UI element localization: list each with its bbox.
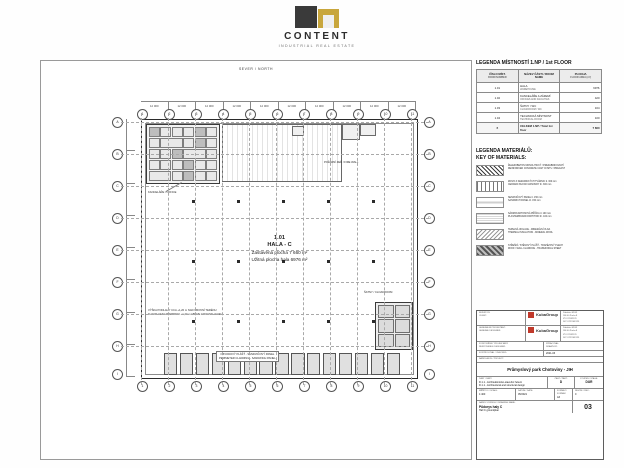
tb-scale: MĚŘÍTKO / SCALE: 1:400 <box>477 389 516 400</box>
material-item <box>476 165 602 176</box>
material-text: ŽELEZOBETON MONOLITICKÝ / PREFABRIKOVANÝ REINFORCED CONCRETE CAST IN SITU / PRECAST <box>508 165 566 170</box>
tb-date: DATUM / DATE: 05/2021 <box>516 389 555 400</box>
header-room-number: ČÍSLO MÍST. ROOM NUMBER <box>477 70 519 83</box>
tb-part-row <box>477 377 603 389</box>
material-text: SENDVIČOVÝ PANEL tl. 150 mm SANDWICH PANEL th. 150 mm <box>508 197 543 202</box>
material-text: ZDIVO Z KERAMICKÝCH TVÁRNIC tl. 300 mm CERAMIC BLOCK MASONRY th. 300 mm <box>508 181 557 186</box>
tb-investor-row <box>477 311 603 326</box>
legend-column <box>476 60 602 261</box>
loading-dock-row <box>164 353 400 375</box>
material-text: SÁDROKARTONOVÁ PŘÍČKA tl. 100 mm PLASTERBOARD PARTITION th. 100 mm <box>508 213 552 218</box>
floor-level-note: VÝŠKA PODLAHY CCA +1,20 m NAD ÚROVNÍ TERÉNU FLOOR HEIGHT APPROX +1,20 m ABOVE GROUND LEVEL <box>148 309 223 316</box>
title-block <box>476 310 604 460</box>
materials-legend-title: LEGENDA MATERIÁLŮ: KEY OF MATERIALS: <box>476 148 533 161</box>
tb-archive-label: 2021-03 <box>546 351 556 355</box>
rooms-legend-header-row <box>477 70 602 83</box>
total-marker: Σ <box>477 123 519 134</box>
materials-legend-list <box>476 165 602 256</box>
material-text: STŘEŠNÍ / STĚNOVÝ PLÁŠŤ - TRAPÉZOVÝ PLECH ROOF / WALL CLADDING - TRAPEZOIDAL SHEET <box>508 245 563 250</box>
total-label: CELKEM 1.NP / Total 1st floor <box>518 123 560 134</box>
material-text: TEPELNÁ IZOLACE - MINERÁLNÍ VLNA THERMAL INSULATION - MINERAL WOOL <box>508 229 553 234</box>
tb-responsible-row <box>477 342 603 351</box>
plan-drawing-area: 12 000 12 000 12 000 12 000 12 000 12 000 12 000 12 000 12 000 12 000 1.01 HALA - C Zastavěná plocha 7 660 m² Užitná plocha hala 6976 m² KANCELÁŘE / OFFICE POŽÁRNÍ ZEĎ / FIRE WALL ŠATNY / CLOAKROOM VÝŠKA PODLAHY CCA +1,20 m NAD ÚROVNÍ TERÉNU FLOOR HEIGHT APPROX +1,20 m ABOVE GROUND LEVEL OBVODOVÝ PLÁŠŤ - SENDVIČOVÝ PANEL PERIMETER CLADDING - SANDWICH PANEL 1 2 3 4 5 6 7 8 9 10 11 1 2 3 4 5 6 7 8 9 10 11 A B C D E F G H I A B C D E F G H I <box>96 91 441 409</box>
hall-usable-area: Užitná plocha hala 6976 m² <box>251 257 308 262</box>
rooms-legend-table <box>476 69 602 134</box>
material-swatch-icon <box>476 197 504 208</box>
tb-designer-row <box>477 326 603 341</box>
dimension-string-left <box>126 119 135 377</box>
tb-drawn-by-label: ZPRACOVAL: DRAWN BY: <box>546 342 560 348</box>
material-swatch-icon <box>476 165 504 176</box>
tb-project-label: NÁZEV AKCE / PROJECT: <box>479 358 504 361</box>
row-number: 1.03 <box>477 103 519 113</box>
dimension-string-top: 12 000 12 000 12 000 12 000 12 000 12 000 12 000 12 000 12 000 12 000 <box>141 101 416 110</box>
hall-label <box>252 235 308 263</box>
row-number: 1.02 <box>477 93 519 103</box>
row-area: 100 <box>560 113 602 123</box>
total-area: 7 660 <box>560 123 602 134</box>
floor-plan-frame <box>40 60 472 460</box>
tb-drawing-row <box>477 401 603 412</box>
row-area: 164 <box>560 103 602 113</box>
mini-room-b <box>360 124 376 136</box>
entrance-canopy-strip <box>222 124 342 182</box>
tb-stage: STUPEŇ / STAGE: DUR <box>580 378 598 385</box>
tb-part: ČÁST / PART: D.1.1 - Architektonicko-stavební řešení D.1.1 - Architectural and structural design <box>477 377 548 388</box>
table-row <box>477 103 602 113</box>
cloakroom-note: ŠATNY / CLOAKROOM <box>364 291 393 294</box>
tb-project-name: Průmyslový park Chotoviny - JIH <box>507 367 573 373</box>
tb-investor-value: KubaGroup <box>526 311 561 325</box>
logo-mark-icon <box>295 6 339 28</box>
perimeter-cladding-note: OBVODOVÝ PLÁŠŤ - SENDVIČOVÝ PANEL PERIMETER CLADDING - SANDWICH PANEL <box>216 351 279 362</box>
tb-designer-address: Pobřežní 620/3 186 00 Praha 8 IČO 27082129 DIČ CZ27082129 <box>563 327 580 339</box>
office-note: KANCELÁŘE / OFFICE <box>148 191 177 194</box>
table-row <box>477 83 602 93</box>
hall-room-number: 1.01 <box>274 235 285 241</box>
material-swatch-icon <box>476 245 504 256</box>
brand-name: CONTENT <box>284 31 350 42</box>
tb-project-name-row <box>477 363 603 377</box>
tb-designer-label: GENERÁLNÍ PROJEKTANT: GENERAL DESIGNER: <box>477 326 526 340</box>
material-swatch-icon <box>476 213 504 224</box>
rooms-legend-title: LEGENDA MÍSTNOSTÍ 1.NP / 1st FLOOR <box>476 60 572 66</box>
service-core-block <box>375 302 413 350</box>
tb-designer-value: KubaGroup <box>526 326 561 340</box>
material-item <box>476 197 602 208</box>
tb-meta-row <box>477 389 603 401</box>
header-room-name: NÁZEV ČÁSTI / ROOM NAME <box>518 70 560 83</box>
tb-investor-label: INVESTOR: CLIENT: <box>477 311 526 325</box>
tb-responsible-label: ZODPOVĚDNÝ PROJEKTANT: RESPONSIBLE DESIGNER: <box>477 342 544 350</box>
tb-drawing-number: 03 <box>572 401 603 412</box>
hall-room-name: HALA - C <box>267 242 292 248</box>
brand-tagline: INDUSTRIAL REAL ESTATE <box>278 44 356 48</box>
content-logo <box>262 6 372 50</box>
table-total-row <box>477 123 602 134</box>
row-name: KANCELÁŘE A ZÁZEMÍ OFFICES AND FACILITIES <box>518 93 560 103</box>
hall-outline <box>141 119 418 379</box>
tb-checked-label: KONTROLOVAL / CHECKED: <box>477 351 544 356</box>
row-number: 1.01 <box>477 83 519 93</box>
material-item <box>476 229 602 240</box>
material-swatch-icon <box>476 181 504 192</box>
plan-title: SEVER / NORTH <box>238 67 274 71</box>
material-swatch-icon <box>476 229 504 240</box>
row-name: TECHNICKÁ MÍSTNOST TECHNICAL ROOM <box>518 113 560 123</box>
tb-drawing-name: NÁZEV VÝKRESU / DRAWING NAME: Půdorys haly C Hall C groundplan <box>479 402 516 412</box>
material-item <box>476 213 602 224</box>
investor-logo-icon <box>528 312 534 318</box>
designer-logo-icon <box>528 327 534 333</box>
hall-floor-area: Zastavěná plocha 7 660 m² <box>251 250 308 255</box>
tb-revision: REVIZE / REV.: 0 <box>575 390 590 397</box>
material-item <box>476 181 602 192</box>
table-row <box>477 93 602 103</box>
row-area: 6976 <box>560 83 602 93</box>
material-item <box>476 245 602 256</box>
header-floor-area: PLOCHA FLOOR AREA (m²) <box>560 70 602 83</box>
fire-wall-note: POŽÁRNÍ ZEĎ / FIRE WALL <box>324 161 359 164</box>
tb-format: FORMÁT / FORMAT: A3 <box>555 389 573 400</box>
row-name: HALA WAREHOUSE <box>518 83 560 93</box>
row-number: 1.04 <box>477 113 519 123</box>
row-area: 420 <box>560 93 602 103</box>
table-row <box>477 113 602 123</box>
service-room-grid <box>378 305 410 347</box>
tb-part-code: ČÁST / PART: D <box>548 377 575 388</box>
tb-investor-address: Pobřežní 620/3 186 00 Praha 8 IČO 27082129 DIČ CZ27082129 <box>563 312 580 324</box>
row-name: ŠATNY / WC CLOAKROOM / WC <box>518 103 560 113</box>
